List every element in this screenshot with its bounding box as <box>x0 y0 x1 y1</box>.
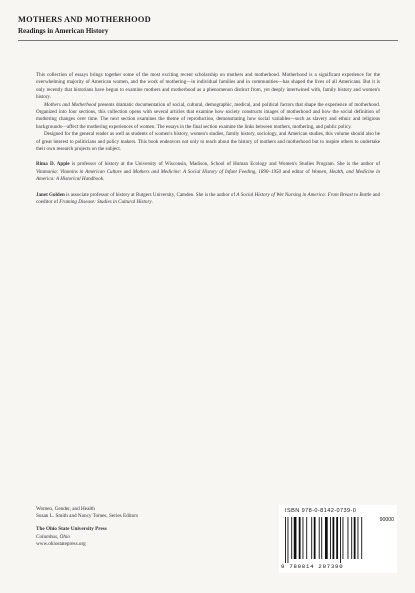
publisher-city: Columbus, Ohio <box>36 533 71 540</box>
bio-text: and coeditor of <box>36 191 381 206</box>
bio-text: is associate professor of history at Rutgers University, Camden. She is the author of <box>64 191 237 198</box>
barcode-bars <box>285 517 365 563</box>
description-body <box>36 72 380 207</box>
header <box>18 14 151 36</box>
book-title: MOTHERS AND MOTHERHOOD <box>18 15 151 24</box>
isbn-label: ISBN 978-0-8142-0739-0 <box>285 508 357 514</box>
bio-book-title: A Social History of Wet Nursing in America: From Breast to Bottle <box>236 191 372 198</box>
price-code: 90000 <box>379 517 394 523</box>
description-paragraph-2-text: presents dramatic documentation of social, cultural, demographic, medical, and political factors that shape the experience of motherhood. Organized into four sections, this collection opens with several articles that examine how society constructs images of motherhood and how the social definition of mothering changes over time. The next section examines the theme of reproduction, demonstrating how social variables—such as slavery and ethnic and religious backgrounds—affect the mothering experiences of women. The essays in the final section examine the links between mothers, mothering, and public policy. <box>36 101 380 130</box>
barcode-bar <box>303 517 304 559</box>
barcode-bar <box>343 517 344 559</box>
book-subtitle: Readings in American History <box>18 27 109 35</box>
bio-book-title: Vitamania: Vitamins in American Culture <box>36 168 122 175</box>
barcode-bar <box>340 517 341 563</box>
footer <box>36 506 138 548</box>
bio-text: and editor of <box>281 168 312 175</box>
description-paragraph-3: Designed for the general reader as well as students of women's history, women's studies, family history, sociology, and American studies, this volume should also be of great interest to politicians and policy makers. This book endeavors not only to teach about the history of mothers and motherhood but to inspire others to undertake their own research projects on the subject. <box>36 131 380 153</box>
barcode-bar <box>306 517 307 559</box>
barcode-bar <box>288 517 289 563</box>
publisher-name: The Ohio State University Press <box>36 526 107 533</box>
barcode <box>279 505 397 573</box>
bio-text: is professor of history at the University of Wisconsin, Madison, School of Human Ecology and Women's Studies Program. She is the author of <box>69 161 380 168</box>
bio-book-title: Mothers and Medicine: A Social History of Infant Feeding, 1890–1950 <box>132 168 282 175</box>
barcode-bar <box>333 517 335 559</box>
series-editors: Susan L. Smith and Nancy Tomes, Series Editors <box>36 513 138 520</box>
author-name-apple: Rima D. Apple <box>36 161 70 168</box>
barcode-bar <box>354 517 356 559</box>
series-name: Women, Gender, and Health <box>36 506 95 512</box>
barcode-bar <box>291 517 292 559</box>
barcode-bar <box>314 517 316 559</box>
barcode-bar <box>348 517 349 559</box>
bio-text: . <box>151 199 153 206</box>
barcode-bar <box>336 517 338 559</box>
bio-book-title: Framing Disease: Studies in Cultural History <box>59 199 152 206</box>
bio-book-title: Women, Health, and Medicine in America: A Historical Handbook <box>36 168 381 183</box>
barcode-bar <box>325 517 328 559</box>
barcode-bar <box>285 517 286 563</box>
author-bio-apple <box>36 161 380 183</box>
author-bio-golden <box>36 192 380 207</box>
barcode-bar <box>294 517 297 559</box>
description-paragraph-2 <box>36 102 380 132</box>
barcode-bar <box>299 517 301 559</box>
description-paragraph-1: This collection of essays brings together some of the most exciting recent scholarship on mothers and motherhood. Motherhood is a significant experience for the overwhelming majority of American women, and the work of mothering—in individual families and in communities—has shaped the lives of all Americans. But it is only recently that historians have begun to examine mothers and motherhood as a phenomenon distinct from, yet deeply intertwined with, family history and women's history. <box>36 72 380 101</box>
barcode-bar <box>330 517 331 559</box>
ean-digits: 9 780814 207390 <box>281 563 344 570</box>
barcode-bar <box>319 517 320 559</box>
author-name-golden: Janet Golden <box>36 191 65 198</box>
book-title-italic: Mothers and Motherhood <box>44 101 97 108</box>
bio-text: and <box>121 168 133 175</box>
barcode-bar <box>321 517 322 559</box>
publisher-url: www.ohiostatepress.org <box>36 540 86 547</box>
header-divider <box>18 40 398 41</box>
bio-text: . <box>102 176 105 183</box>
barcode-bar <box>358 517 359 559</box>
barcode-bar <box>361 517 362 559</box>
barcode-bar <box>311 517 312 559</box>
barcode-bar <box>351 517 352 559</box>
